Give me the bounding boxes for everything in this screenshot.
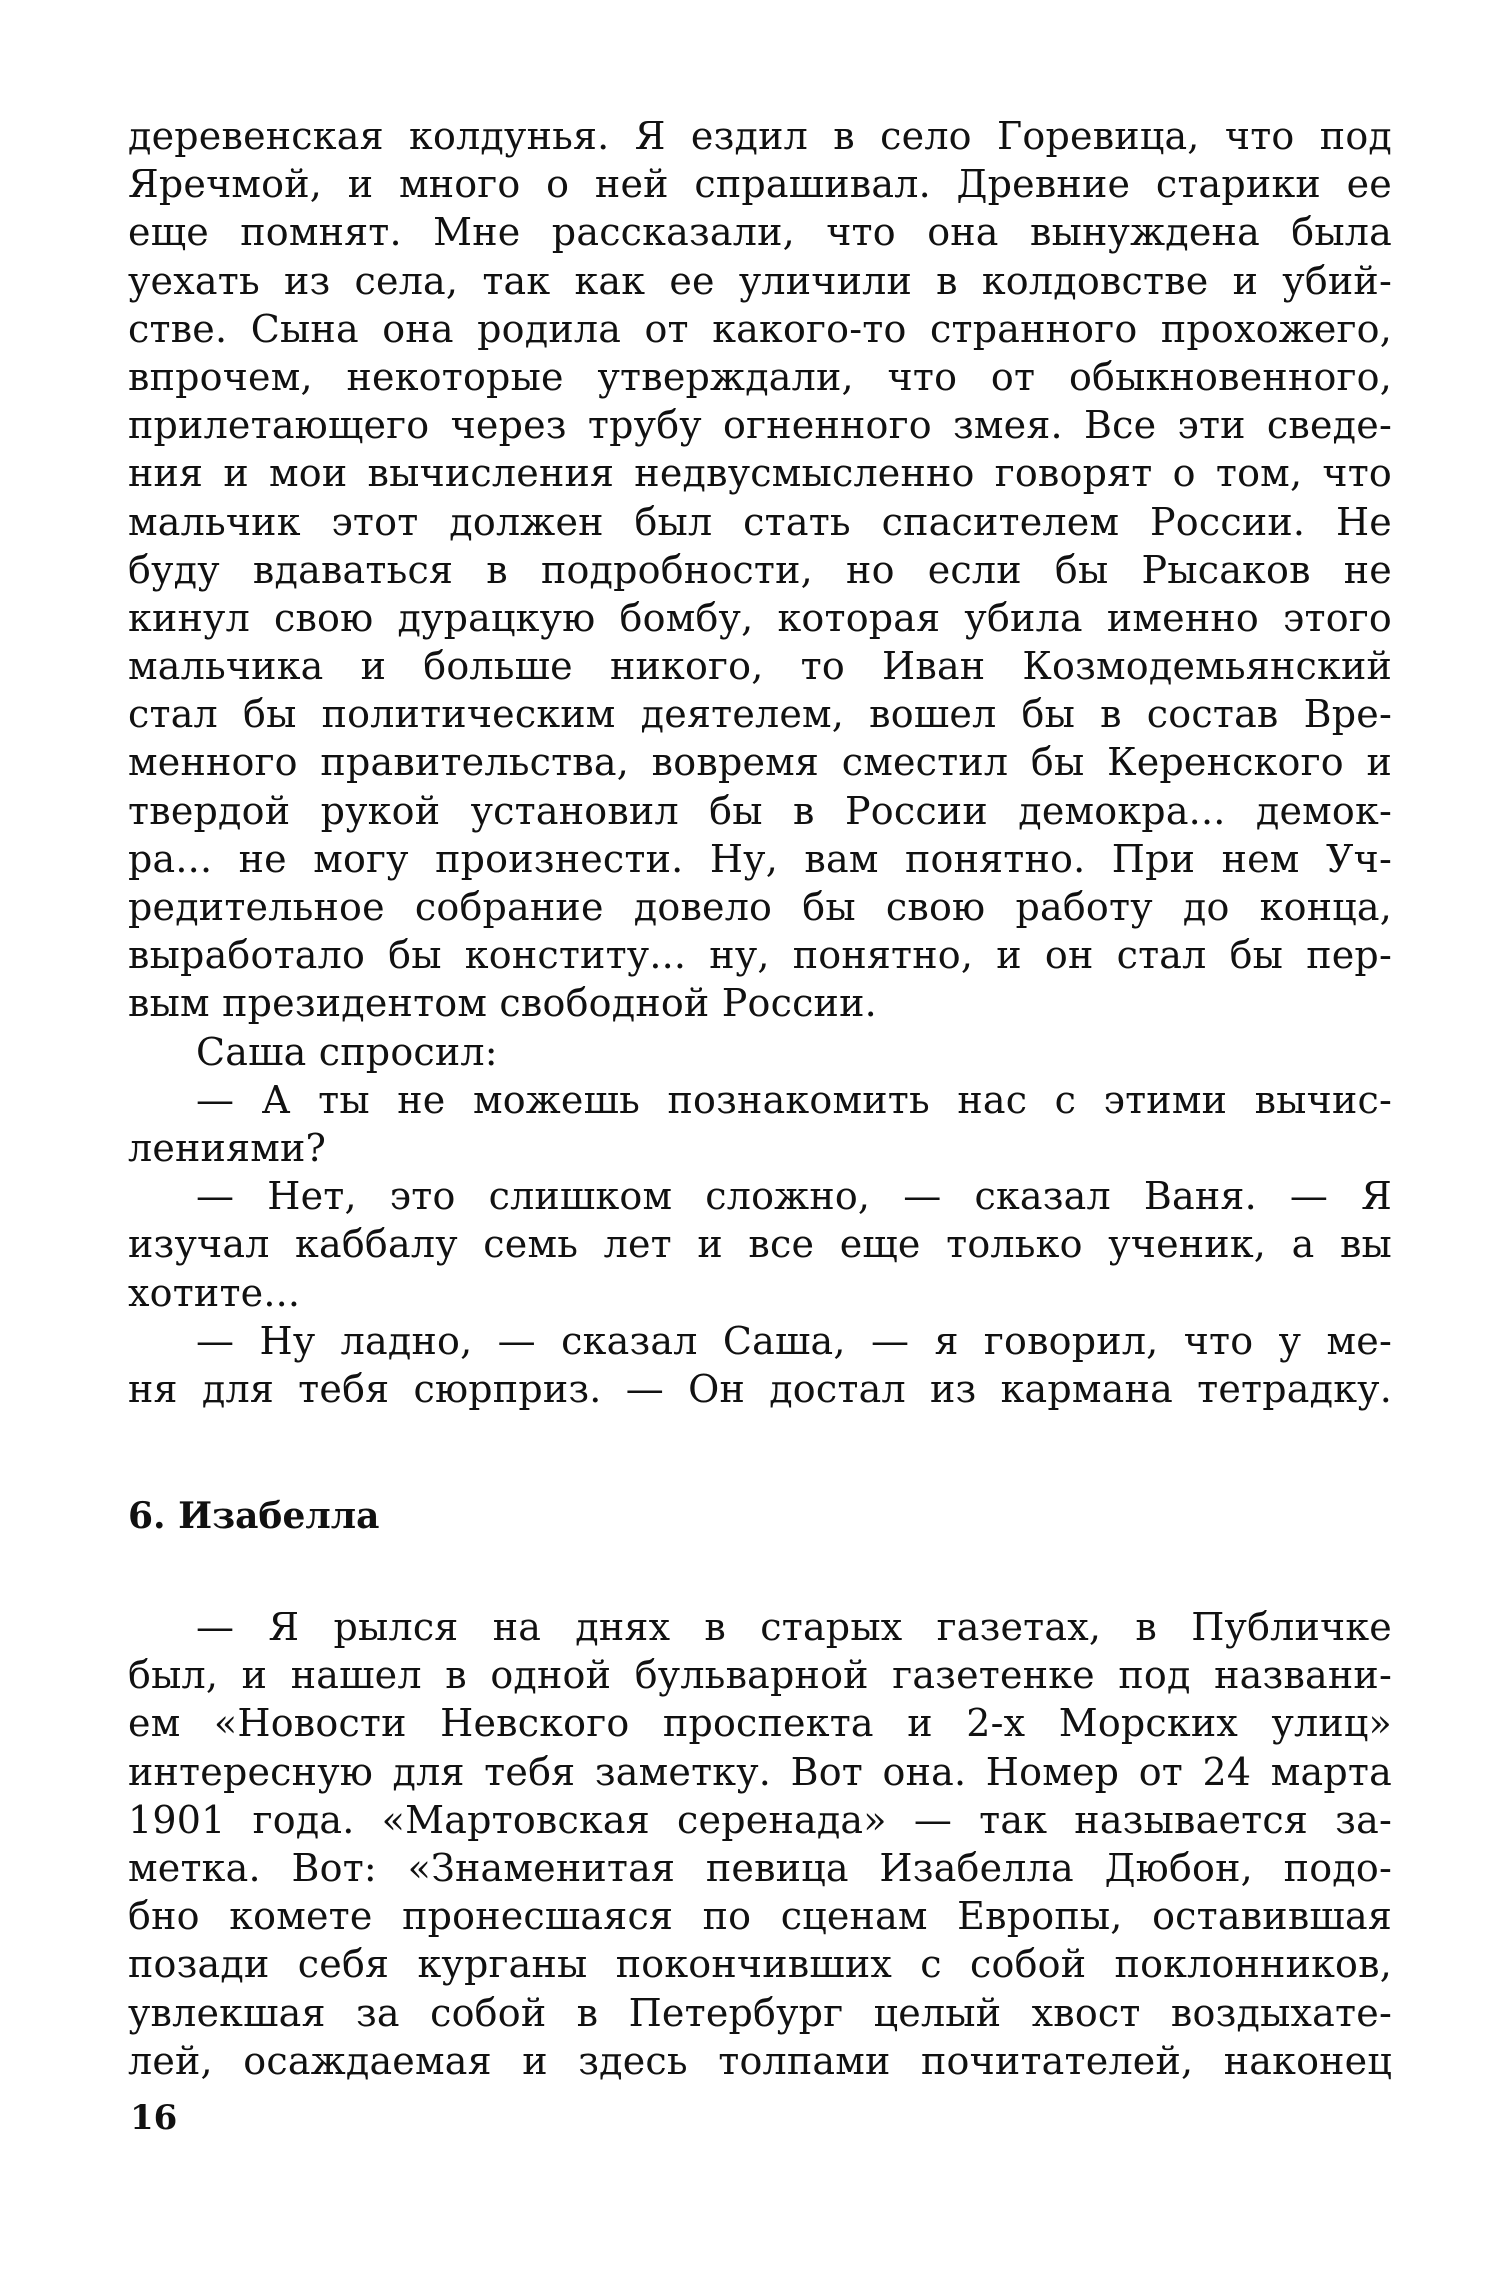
text-line: бно комете пронесшаяся по сценам Европы, оставившая [128,1894,1392,1939]
text-line: буду вдаваться в подробности, но если бы Рысаков не [128,547,1392,592]
text-line: увлекшая за собой в Петербург целый хвост воздыхате- [128,1990,1392,2035]
text-line: выработало бы конститу... ну, понятно, и он стал бы пер- [128,933,1392,978]
dialogue-line: — Нет, это слишком сложно, — сказал Ваня. — Я [196,1174,1392,1219]
text-line: лей, осаждаемая и здесь толпами почитателей, наконец [128,2038,1392,2083]
text-line: уехать из села, так как ее уличили в колдовстве и убий- [128,258,1392,303]
text-line: деревенская колдунья. Я ездил в село Горевица, что под [128,114,1392,158]
text-line: редительное собрание довело бы свою работу до конца, [128,885,1392,929]
text-line: ем «Новости Невского проспекта и 2-х Морских улиц» [128,1701,1392,1746]
text-line: прилетающего через трубу огненного змея. Все эти сведе- [128,403,1392,448]
text-line: стве. Сына она родила от какого-то странного прохожего, [128,306,1392,351]
text-line: интересную для тебя заметку. Вот она. Номер от 24 марта [128,1749,1392,1794]
page-text [128,112,1392,2085]
page-number: 16 [130,2098,178,2138]
dialogue-line: ня для тебя сюрприз. — Он достал из кармана тетрадку. [128,1366,1392,1411]
text-line: еще помнят. Мне рассказали, что она вынуждена была [128,210,1392,255]
dialogue-line: изучал каббалу семь лет и все еще только ученик, а вы [128,1222,1392,1267]
dialogue-line: — А ты не можешь познакомить нас с этими вычис- [196,1077,1392,1122]
text-line: ра... не могу произнести. Ну, вам понятно. При нем Уч- [128,836,1392,881]
dialogue-line: лениями? [128,1125,327,1170]
text-line: Яречмой, и много о ней спрашивал. Древние старики ее [128,162,1392,207]
text-line: 1901 года. «Мартовская серенада» — так называется за- [128,1797,1392,1842]
dialogue-line: Саша спросил: [196,1029,498,1074]
text-line: метка. Вот: «Знаменитая певица Изабелла Дюбон, подо- [128,1846,1392,1890]
text-line: менного правительства, вовремя сместил бы Керенского и [128,740,1392,785]
text-line: ния и мои вычисления недвусмысленно говорят о том, что [128,451,1392,496]
text-line: был, и нашел в одной бульварной газетенке под названи- [128,1653,1392,1698]
text-line: кинул свою дурацкую бомбу, которая убила именно этого [128,595,1392,640]
dialogue-line: хотите... [128,1270,301,1315]
text-line: мальчика и больше никого, то Иван Козмодемьянский [128,644,1392,689]
text-line: позади себя курганы покончивших с собой поклонников, [128,1942,1392,1987]
text-line: мальчик этот должен был стать спасителем России. Не [128,499,1392,544]
text-line: впрочем, некоторые утверждали, что от обыкновенного, [128,354,1392,399]
text-line: — Я рылся на днях в старых газетах, в Публичке [196,1605,1392,1650]
text-line: твердой рукой установил бы в России демокра... демок- [128,788,1392,833]
text-line: вым президентом свободной России. [128,981,877,1026]
chapter-heading: 6. Изабелла [128,1495,380,1538]
text-line: стал бы политическим деятелем, вошел бы в состав Вре- [128,692,1392,737]
dialogue-line: — Ну ладно, — сказал Саша, — я говорил, что у ме- [196,1318,1392,1363]
